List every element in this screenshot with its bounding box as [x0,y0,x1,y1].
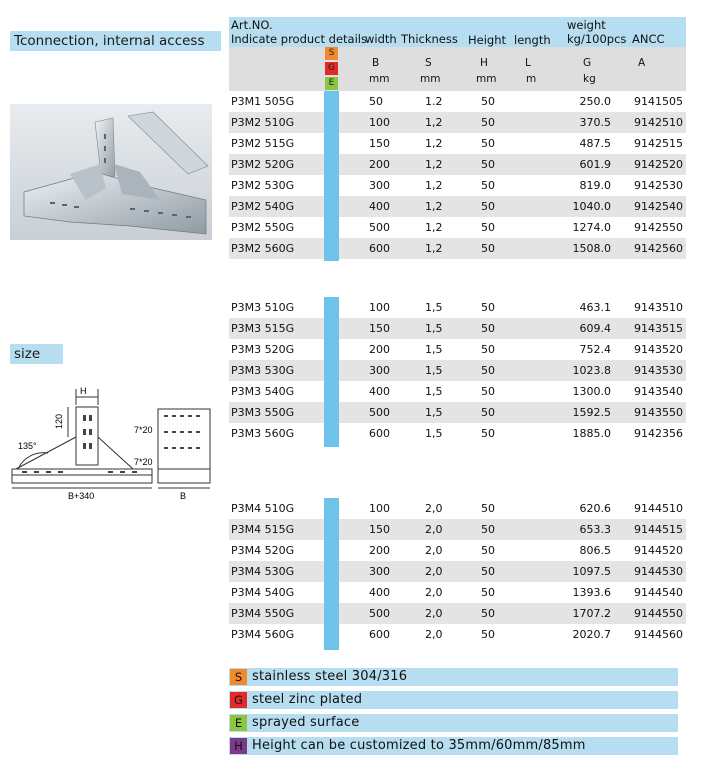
cell-height: 50 [481,523,495,536]
cell-thickness: 1,5 [425,385,443,398]
cell-width: 150 [369,137,390,150]
cell-width: 150 [369,322,390,335]
legend-height [229,737,678,755]
cell-art-no: P3M2 510G [231,116,295,129]
cell-ancc: 9143520 [634,343,683,356]
cell-height: 50 [481,607,495,620]
cell-art-no: P3M4 510G [231,502,295,515]
cell-ancc: 9144550 [634,607,683,620]
cell-weight: 1508.0 [572,242,611,255]
cell-width: 200 [369,343,390,356]
table-row [229,402,686,423]
cell-thickness: 1,2 [425,242,443,255]
cell-thickness: 1,2 [425,179,443,192]
cell-height: 50 [481,427,495,440]
header-weight: weight [567,18,606,32]
cell-width: 150 [369,523,390,536]
cell-weight: 487.5 [579,137,611,150]
cell-width: 100 [369,116,390,129]
cell-art-no: P3M3 515G [231,322,295,335]
cell-weight: 819.0 [579,179,611,192]
cell-thickness: 2,0 [425,523,443,536]
table-header [229,17,686,47]
accent-bar-1 [324,91,339,261]
header-width: width [365,32,397,46]
cell-weight: 1040.0 [572,200,611,213]
cell-height: 50 [481,628,495,641]
cell-weight: 2020.7 [572,628,611,641]
table-row [229,318,686,339]
table-row [229,519,686,540]
legend-letter-h: H [230,738,247,754]
cell-ancc: 9143530 [634,364,683,377]
cell-height: 50 [481,322,495,335]
subhead-mm1: mm [369,73,390,85]
cell-weight: 1885.0 [572,427,611,440]
cell-ancc: 9144560 [634,628,683,641]
cell-height: 50 [481,301,495,314]
cell-height: 50 [481,586,495,599]
subhead-mm3: mm [476,73,497,85]
cell-thickness: 1,2 [425,137,443,150]
cell-thickness: 1,5 [425,406,443,419]
cell-width: 300 [369,364,390,377]
legend-text-g: steel zinc plated [252,692,363,707]
drawing-base-label: B+340 [68,491,95,501]
subhead-mm2: mm [420,73,441,85]
table-group-3 [229,498,686,645]
cell-thickness: 1,5 [425,427,443,440]
cell-height: 50 [481,502,495,515]
table-row [229,133,686,154]
cell-weight: 370.5 [579,116,611,129]
cell-thickness: 1,2 [425,158,443,171]
legend-zinc [229,691,678,709]
cell-ancc: 9144515 [634,523,683,536]
table-row [229,154,686,175]
header-weight-unit: kg/100pcs [567,32,627,46]
cell-width: 50 [369,95,383,108]
cell-weight: 1023.8 [572,364,611,377]
cell-art-no: P3M3 540G [231,385,295,398]
cell-height: 50 [481,544,495,557]
cell-thickness: 2,0 [425,628,443,641]
header-thickness: Thickness [401,32,458,46]
cell-art-no: P3M2 520G [231,158,295,171]
cell-ancc: 9144520 [634,544,683,557]
table-row [229,217,686,238]
cell-height: 50 [481,221,495,234]
legend-letter-e: E [230,715,247,731]
cell-width: 500 [369,607,390,620]
table-row [229,360,686,381]
cell-ancc: 9143510 [634,301,683,314]
subhead-kg: kg [583,73,596,85]
table-row [229,91,686,112]
cell-thickness: 1,2 [425,200,443,213]
legend-text-e: sprayed surface [252,715,360,730]
cell-art-no: P3M3 560G [231,427,295,440]
cell-ancc: 9142550 [634,221,683,234]
table-row [229,381,686,402]
cell-width: 100 [369,502,390,515]
cell-height: 50 [481,242,495,255]
legend-letter-s: S [230,669,247,685]
cell-thickness: 1,5 [425,364,443,377]
cell-height: 50 [481,406,495,419]
drawing-b-label: B [180,491,187,501]
cell-height: 50 [481,95,495,108]
cell-width: 400 [369,385,390,398]
cell-width: 200 [369,158,390,171]
cell-ancc: 9143515 [634,322,683,335]
subhead-letter-g: G [325,62,338,75]
table-row [229,175,686,196]
cell-weight: 1097.5 [572,565,611,578]
legend-letter-g: G [230,692,247,708]
cell-weight: 1393.6 [572,586,611,599]
subhead-h: H [480,57,488,69]
cell-ancc: 9141505 [634,95,683,108]
cell-art-no: P3M3 550G [231,406,295,419]
cell-weight: 653.3 [579,523,611,536]
cell-ancc: 9142515 [634,137,683,150]
table-row [229,498,686,519]
table-row [229,112,686,133]
subhead-letter-s: S [325,47,338,60]
subhead-g: G [583,57,592,69]
legend-text-s: stainless steel 304/316 [252,669,408,684]
cell-ancc: 9142510 [634,116,683,129]
cell-width: 600 [369,242,390,255]
header-indicate: Indicate product details [231,32,367,46]
cell-art-no: P3M2 515G [231,137,295,150]
subhead-b: B [372,57,380,69]
subhead-letter-e: E [325,77,338,90]
cell-thickness: 1,2 [425,116,443,129]
cell-thickness: 2,0 [425,586,443,599]
drawing-dim2-label: 7*20 [134,457,153,467]
cell-art-no: P3M3 510G [231,301,295,314]
product-title: Tconnection, internal access [10,31,221,51]
table-row [229,582,686,603]
cell-weight: 250.0 [579,95,611,108]
cell-ancc: 9142540 [634,200,683,213]
table-row [229,238,686,259]
cell-art-no: P3M3 530G [231,364,295,377]
dimension-drawing [8,385,218,510]
cell-art-no: P3M4 550G [231,607,295,620]
cell-weight: 463.1 [579,301,611,314]
cell-weight: 609.4 [579,322,611,335]
cell-width: 300 [369,565,390,578]
cell-height: 50 [481,343,495,356]
cell-height: 50 [481,364,495,377]
table-row [229,423,686,444]
cell-thickness: 1,5 [425,343,443,356]
cell-ancc: 9143540 [634,385,683,398]
cell-height: 50 [481,137,495,150]
cell-width: 300 [369,179,390,192]
cell-ancc: 9143550 [634,406,683,419]
cell-thickness: 2,0 [425,565,443,578]
subhead-m: m [526,73,537,85]
table-subheader [229,47,686,91]
drawing-angle-label: 135° [18,441,37,451]
subhead-s: S [425,57,432,69]
cell-art-no: P3M4 540G [231,586,295,599]
cell-art-no: P3M2 540G [231,200,295,213]
accent-bar-2 [324,297,339,447]
subhead-a: A [638,57,646,69]
cell-art-no: P3M3 520G [231,343,295,356]
cell-thickness: 1,5 [425,322,443,335]
legend-stainless [229,668,678,686]
cell-art-no: P3M2 560G [231,242,295,255]
header-ancc: ANCC [632,32,665,46]
drawing-dim1-label: 7*20 [134,425,153,435]
cell-weight: 601.9 [579,158,611,171]
cell-thickness: 2,0 [425,544,443,557]
cell-ancc: 9142520 [634,158,683,171]
cell-weight: 806.5 [579,544,611,557]
cell-art-no: P3M2 550G [231,221,295,234]
cell-width: 500 [369,406,390,419]
accent-bar-3 [324,498,339,650]
cell-weight: 1707.2 [572,607,611,620]
cell-height: 50 [481,158,495,171]
table-row [229,339,686,360]
drawing-120-label: 120 [54,413,64,429]
cell-width: 600 [369,628,390,641]
cell-ancc: 9142530 [634,179,683,192]
table-row [229,540,686,561]
cell-weight: 1300.0 [572,385,611,398]
cell-thickness: 1,5 [425,301,443,314]
table-group-2 [229,297,686,444]
table-row [229,561,686,582]
table-row [229,624,686,645]
cell-ancc: 9144530 [634,565,683,578]
table-group-1 [229,91,686,259]
cell-weight: 1592.5 [572,406,611,419]
cell-weight: 620.6 [579,502,611,515]
cell-height: 50 [481,385,495,398]
cell-art-no: P3M4 520G [231,544,295,557]
cell-width: 400 [369,200,390,213]
cell-width: 200 [369,544,390,557]
cell-width: 100 [369,301,390,314]
header-art-no: Art.NO. [231,18,273,32]
table-row [229,196,686,217]
cell-ancc: 9144540 [634,586,683,599]
cell-art-no: P3M2 530G [231,179,295,192]
cell-ancc: 9144510 [634,502,683,515]
header-height: Height [468,33,507,47]
cell-width: 400 [369,586,390,599]
cell-height: 50 [481,116,495,129]
size-label: size [10,344,63,364]
cell-height: 50 [481,565,495,578]
cell-thickness: 1.2 [425,95,443,108]
legend-sprayed [229,714,678,732]
cell-thickness: 2,0 [425,607,443,620]
legend-text-h: Height can be customized to 35mm/60mm/85mm [252,738,586,753]
cell-art-no: P3M4 530G [231,565,295,578]
cell-thickness: 2,0 [425,502,443,515]
cell-weight: 752.4 [579,343,611,356]
header-length: length [514,33,551,47]
drawing-h-label: H [80,386,87,396]
cell-art-no: P3M1 505G [231,95,295,108]
cell-width: 600 [369,427,390,440]
product-photo [10,104,212,240]
table-row [229,603,686,624]
cell-width: 500 [369,221,390,234]
cell-art-no: P3M4 515G [231,523,295,536]
cell-thickness: 1,2 [425,221,443,234]
cell-art-no: P3M4 560G [231,628,295,641]
table-row [229,297,686,318]
cell-height: 50 [481,200,495,213]
cell-ancc: 9142356 [634,427,683,440]
cell-weight: 1274.0 [572,221,611,234]
cell-height: 50 [481,179,495,192]
subhead-l: L [525,57,531,69]
cell-ancc: 9142560 [634,242,683,255]
